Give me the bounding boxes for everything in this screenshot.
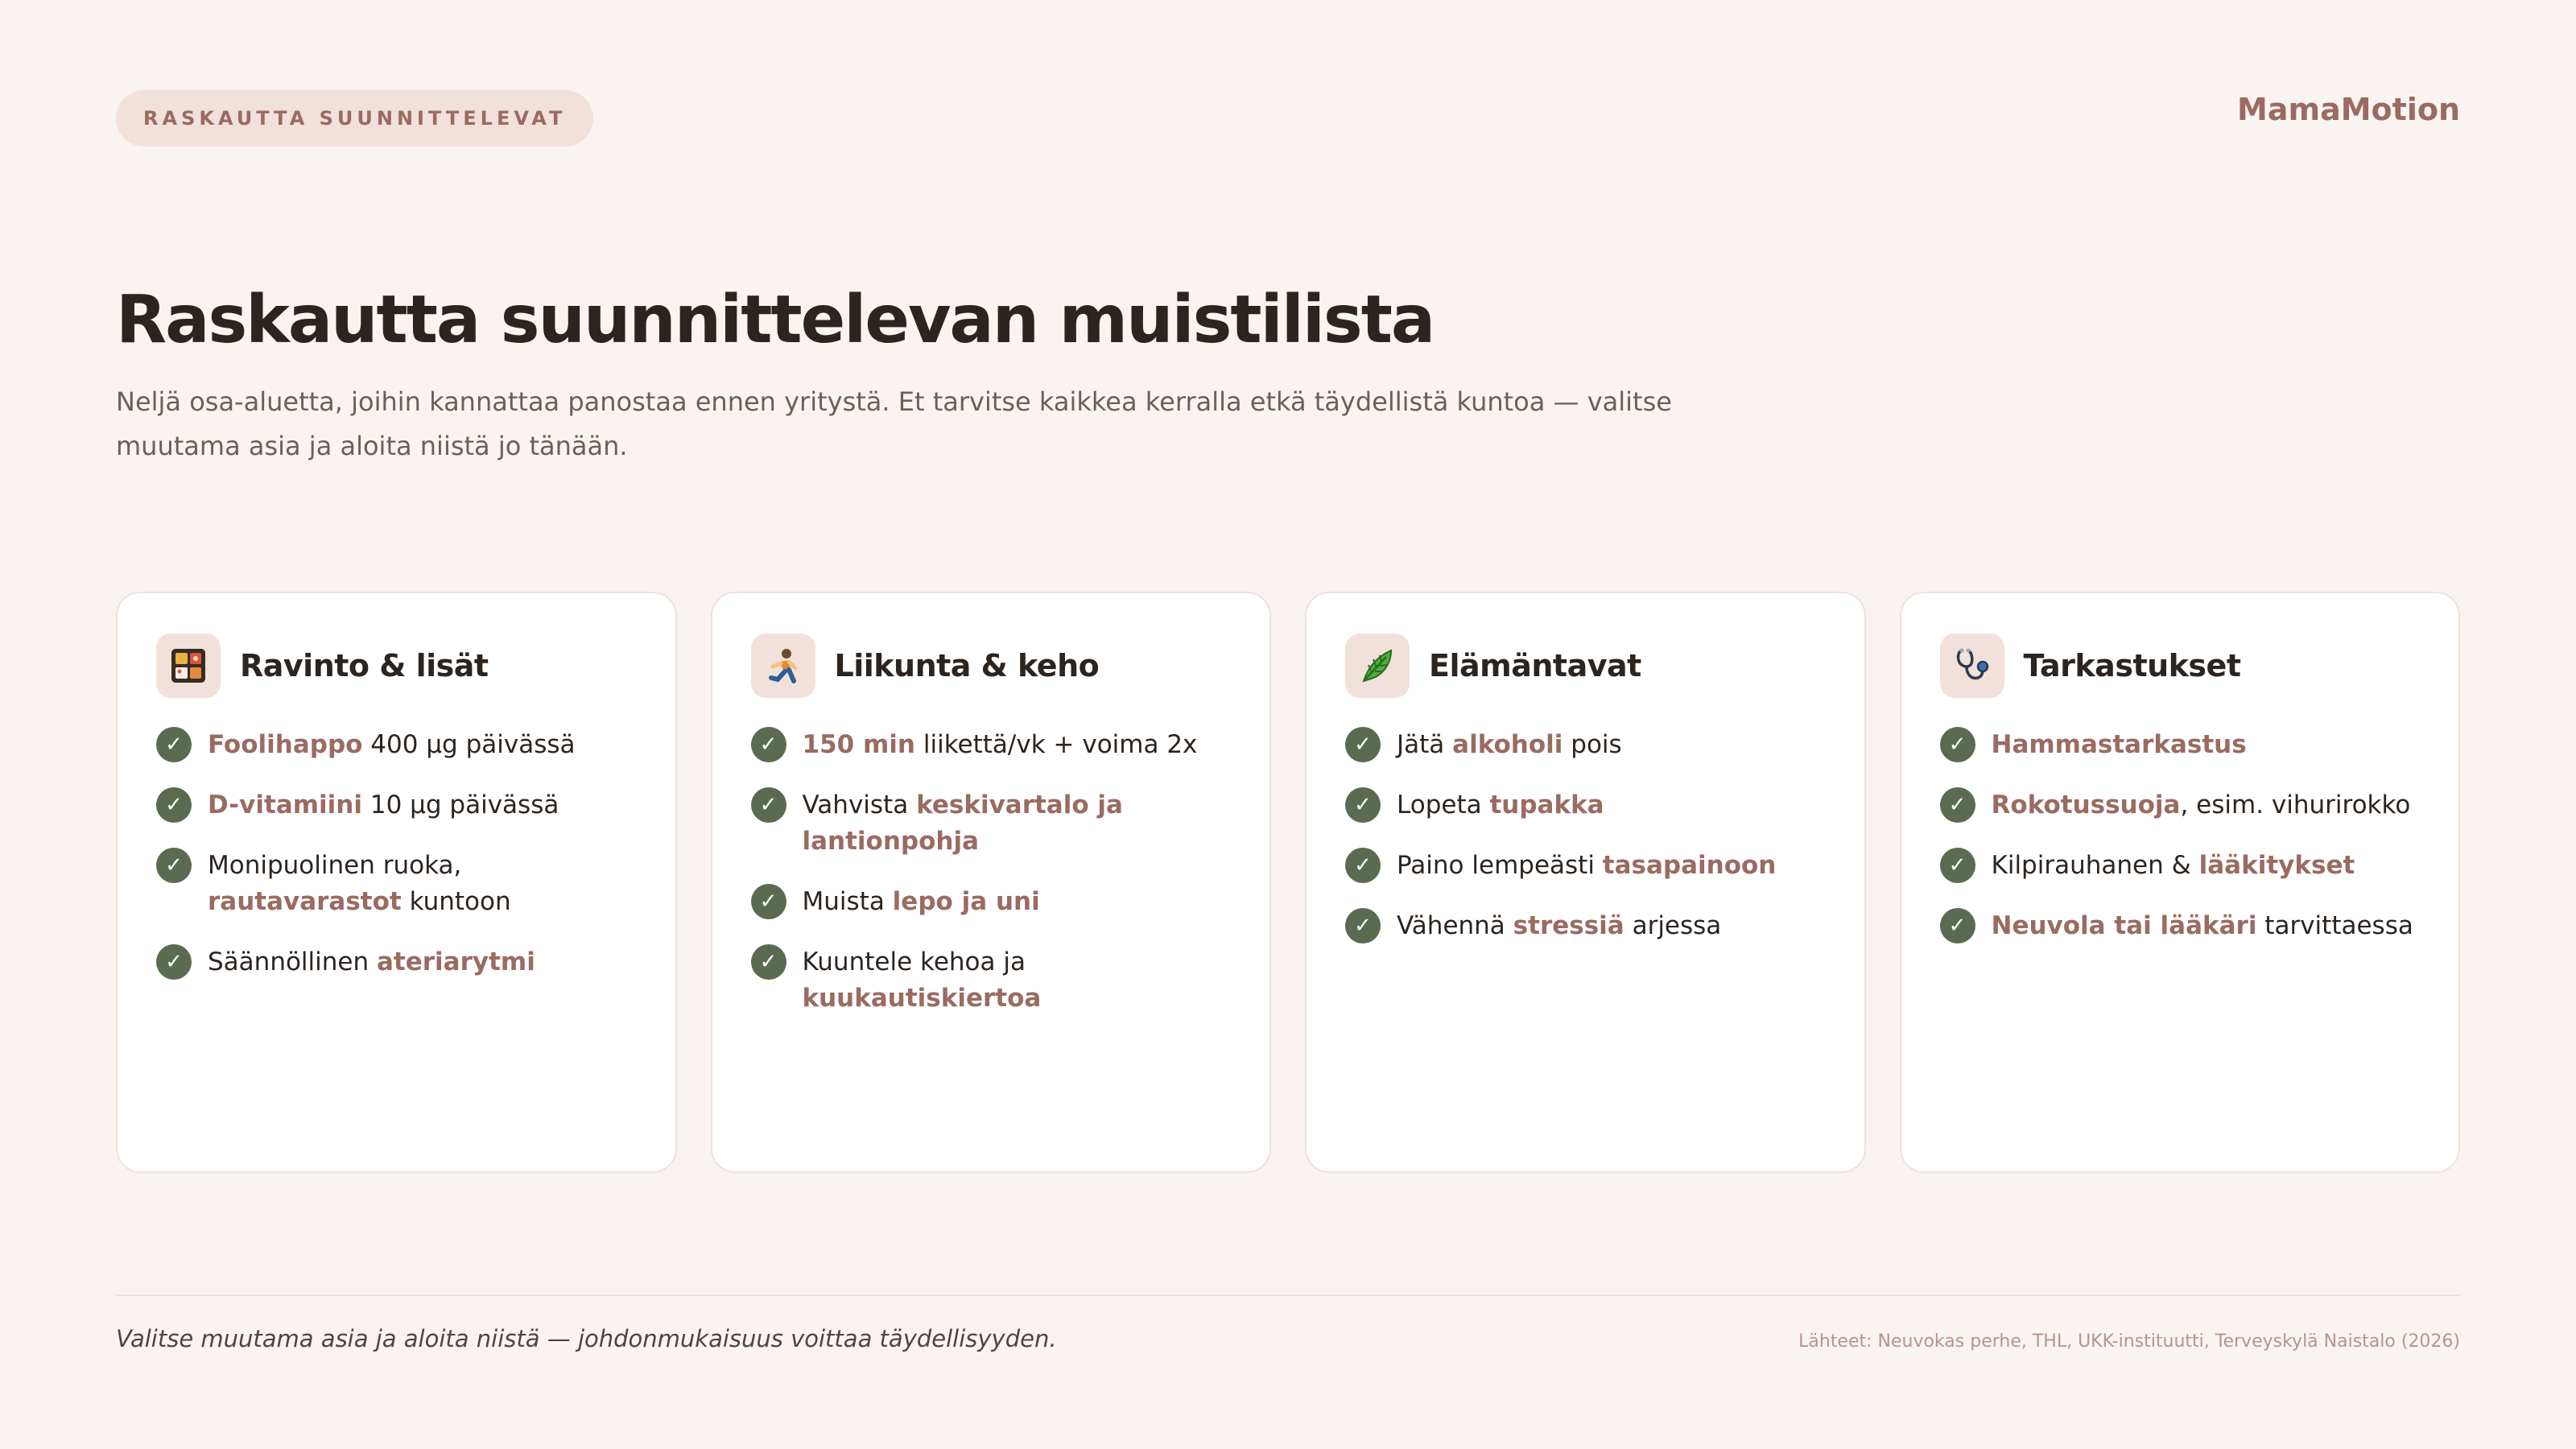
highlight-text: kuukautiskiertoa <box>802 984 1042 1013</box>
highlight-text: rautavarastot <box>208 887 402 916</box>
checklist-item <box>751 884 1232 920</box>
checklist-item-text <box>1992 787 2411 824</box>
check-icon: ✓ <box>1940 908 1975 943</box>
card-lifestyle <box>1305 592 1866 1173</box>
checklist-item-text <box>1992 848 2355 884</box>
check-icon: ✓ <box>1345 848 1381 883</box>
check-icon: ✓ <box>1345 908 1381 943</box>
card-header <box>1345 634 1826 698</box>
plain-text: pois <box>1563 730 1622 759</box>
card-title: Liikunta & keho <box>834 648 1100 683</box>
plain-text: Jätä <box>1397 730 1453 759</box>
card-title: Elämäntavat <box>1429 648 1641 683</box>
checklist-item-text <box>1992 908 2413 944</box>
checklist-item-text <box>803 727 1198 763</box>
checklist-item <box>1940 848 2421 884</box>
footer-note: Valitse muutama asia ja aloita niistä — johdonmukaisuus voittaa täydellisyyden. <box>116 1325 1057 1352</box>
check-icon: ✓ <box>751 884 786 919</box>
checklist-item <box>751 727 1232 763</box>
plain-text: Monipuolinen ruoka, <box>208 851 462 880</box>
check-icon: ✓ <box>751 787 786 823</box>
highlight-text: Neuvola tai lääkäri <box>1991 911 2257 940</box>
plain-text: 400 µg päivässä <box>362 730 576 759</box>
sources-text: Lähteet: Neuvokas perhe, THL, UKK-instituutti, Terveyskylä Naistalo (2026) <box>1798 1331 2460 1352</box>
checklist-item <box>156 727 637 763</box>
plain-text: arjessa <box>1624 911 1722 940</box>
intro-text: Neljä osa-aluetta, joihin kannattaa panostaa ennen yritystä. Et tarvitse kaikkea kerralla etkä täydellistä kuntoa — valitse muutama asia ja aloita niistä jo tänään. <box>116 386 1672 461</box>
checklist-item <box>156 848 637 920</box>
highlight-text: Foolihappo <box>208 730 363 759</box>
card-header <box>1940 634 2421 698</box>
plain-text: Vahvista <box>802 791 917 819</box>
plain-text: tarvittaessa <box>2256 911 2413 940</box>
checklist-item-text <box>1397 848 1776 884</box>
plain-text: Lopeta <box>1397 791 1490 819</box>
highlight-text: D-vitamiini <box>208 791 362 819</box>
check-icon: ✓ <box>156 944 192 980</box>
check-icon: ✓ <box>1345 787 1381 823</box>
page-title: Raskautta suunnittelevan muistilista <box>116 282 1435 358</box>
checklist-items <box>751 727 1232 1017</box>
checklist-item <box>1345 848 1826 884</box>
check-icon: ✓ <box>156 727 192 762</box>
checklist-item <box>1345 908 1826 944</box>
highlight-text: keskivartalo ja lantionpohja <box>802 791 1123 856</box>
brand-logo[interactable]: MamaMotion <box>2237 92 2460 127</box>
highlight-text: lääkitykset <box>2198 851 2355 880</box>
checklist-cards <box>116 592 2460 1173</box>
checklist-items <box>1940 727 2421 944</box>
plain-text: Säännöllinen <box>208 947 377 976</box>
plain-text: , esim. vihurirokko <box>2180 791 2411 819</box>
checklist-item <box>1940 727 2421 763</box>
footer-divider <box>116 1294 2460 1296</box>
plain-text: Paino lempeästi <box>1397 851 1603 880</box>
checklist-item-text <box>803 884 1040 920</box>
card-header <box>156 634 637 698</box>
plain-text: liikettä/vk + voima 2x <box>915 730 1198 759</box>
card-title: Ravinto & lisät <box>240 648 489 683</box>
plain-text: kuntoon <box>401 887 511 916</box>
stethoscope-icon <box>1940 634 2004 698</box>
highlight-text: 150 min <box>802 730 915 759</box>
plain-text: Muista <box>802 887 893 916</box>
checklist-item-text <box>208 727 576 763</box>
checklist-item-text <box>208 944 535 980</box>
checklist-item <box>751 944 1232 1017</box>
leafy-green-icon <box>1345 634 1410 698</box>
highlight-text: stressiä <box>1513 911 1624 940</box>
checklist-item-text <box>1397 787 1604 824</box>
card-title: Tarkastukset <box>2023 648 2241 683</box>
checklist-item <box>1940 908 2421 944</box>
highlight-text: lepo ja uni <box>892 887 1040 916</box>
checklist-item-text <box>208 848 637 920</box>
card-header <box>751 634 1232 698</box>
audience-badge: RASKAUTTA SUUNNITTELEVAT <box>116 90 593 147</box>
check-icon: ✓ <box>1940 787 1975 823</box>
check-icon: ✓ <box>156 787 192 823</box>
running-person-icon <box>751 634 815 698</box>
check-icon: ✓ <box>1940 727 1975 762</box>
highlight-text: ateriarytmi <box>377 947 535 976</box>
card-exercise <box>711 592 1272 1173</box>
checklist-item <box>1345 787 1826 824</box>
card-checkups <box>1900 592 2461 1173</box>
plain-text: Kuuntele kehoa ja <box>802 947 1026 976</box>
bento-box-icon <box>156 634 221 698</box>
checklist-item <box>156 944 637 980</box>
check-icon: ✓ <box>1940 848 1975 883</box>
plain-text: Vähennä <box>1397 911 1513 940</box>
checklist-item-text <box>1397 727 1622 763</box>
checklist-item-text <box>1397 908 1721 944</box>
checklist-items <box>1345 727 1826 944</box>
highlight-text: Rokotussuoja <box>1991 791 2181 819</box>
checklist-item <box>156 787 637 824</box>
plain-text: Kilpirauhanen & <box>1991 851 2199 880</box>
plain-text: 10 µg päivässä <box>362 791 559 819</box>
highlight-text: tupakka <box>1489 791 1604 819</box>
checklist-item <box>751 787 1232 860</box>
checklist-item-text <box>1992 727 2247 763</box>
check-icon: ✓ <box>751 944 786 980</box>
highlight-text: tasapainoon <box>1602 851 1777 880</box>
highlight-text: Hammastarkastus <box>1991 730 2247 759</box>
checklist-items <box>156 727 637 980</box>
check-icon: ✓ <box>1345 727 1381 762</box>
check-icon: ✓ <box>156 848 192 883</box>
check-icon: ✓ <box>751 727 786 762</box>
card-nutrition <box>116 592 677 1173</box>
checklist-item <box>1345 727 1826 763</box>
highlight-text: alkoholi <box>1452 730 1563 759</box>
checklist-item <box>1940 787 2421 824</box>
checklist-item-text <box>803 787 1232 860</box>
checklist-item-text <box>803 944 1232 1017</box>
checklist-item-text <box>208 787 559 824</box>
